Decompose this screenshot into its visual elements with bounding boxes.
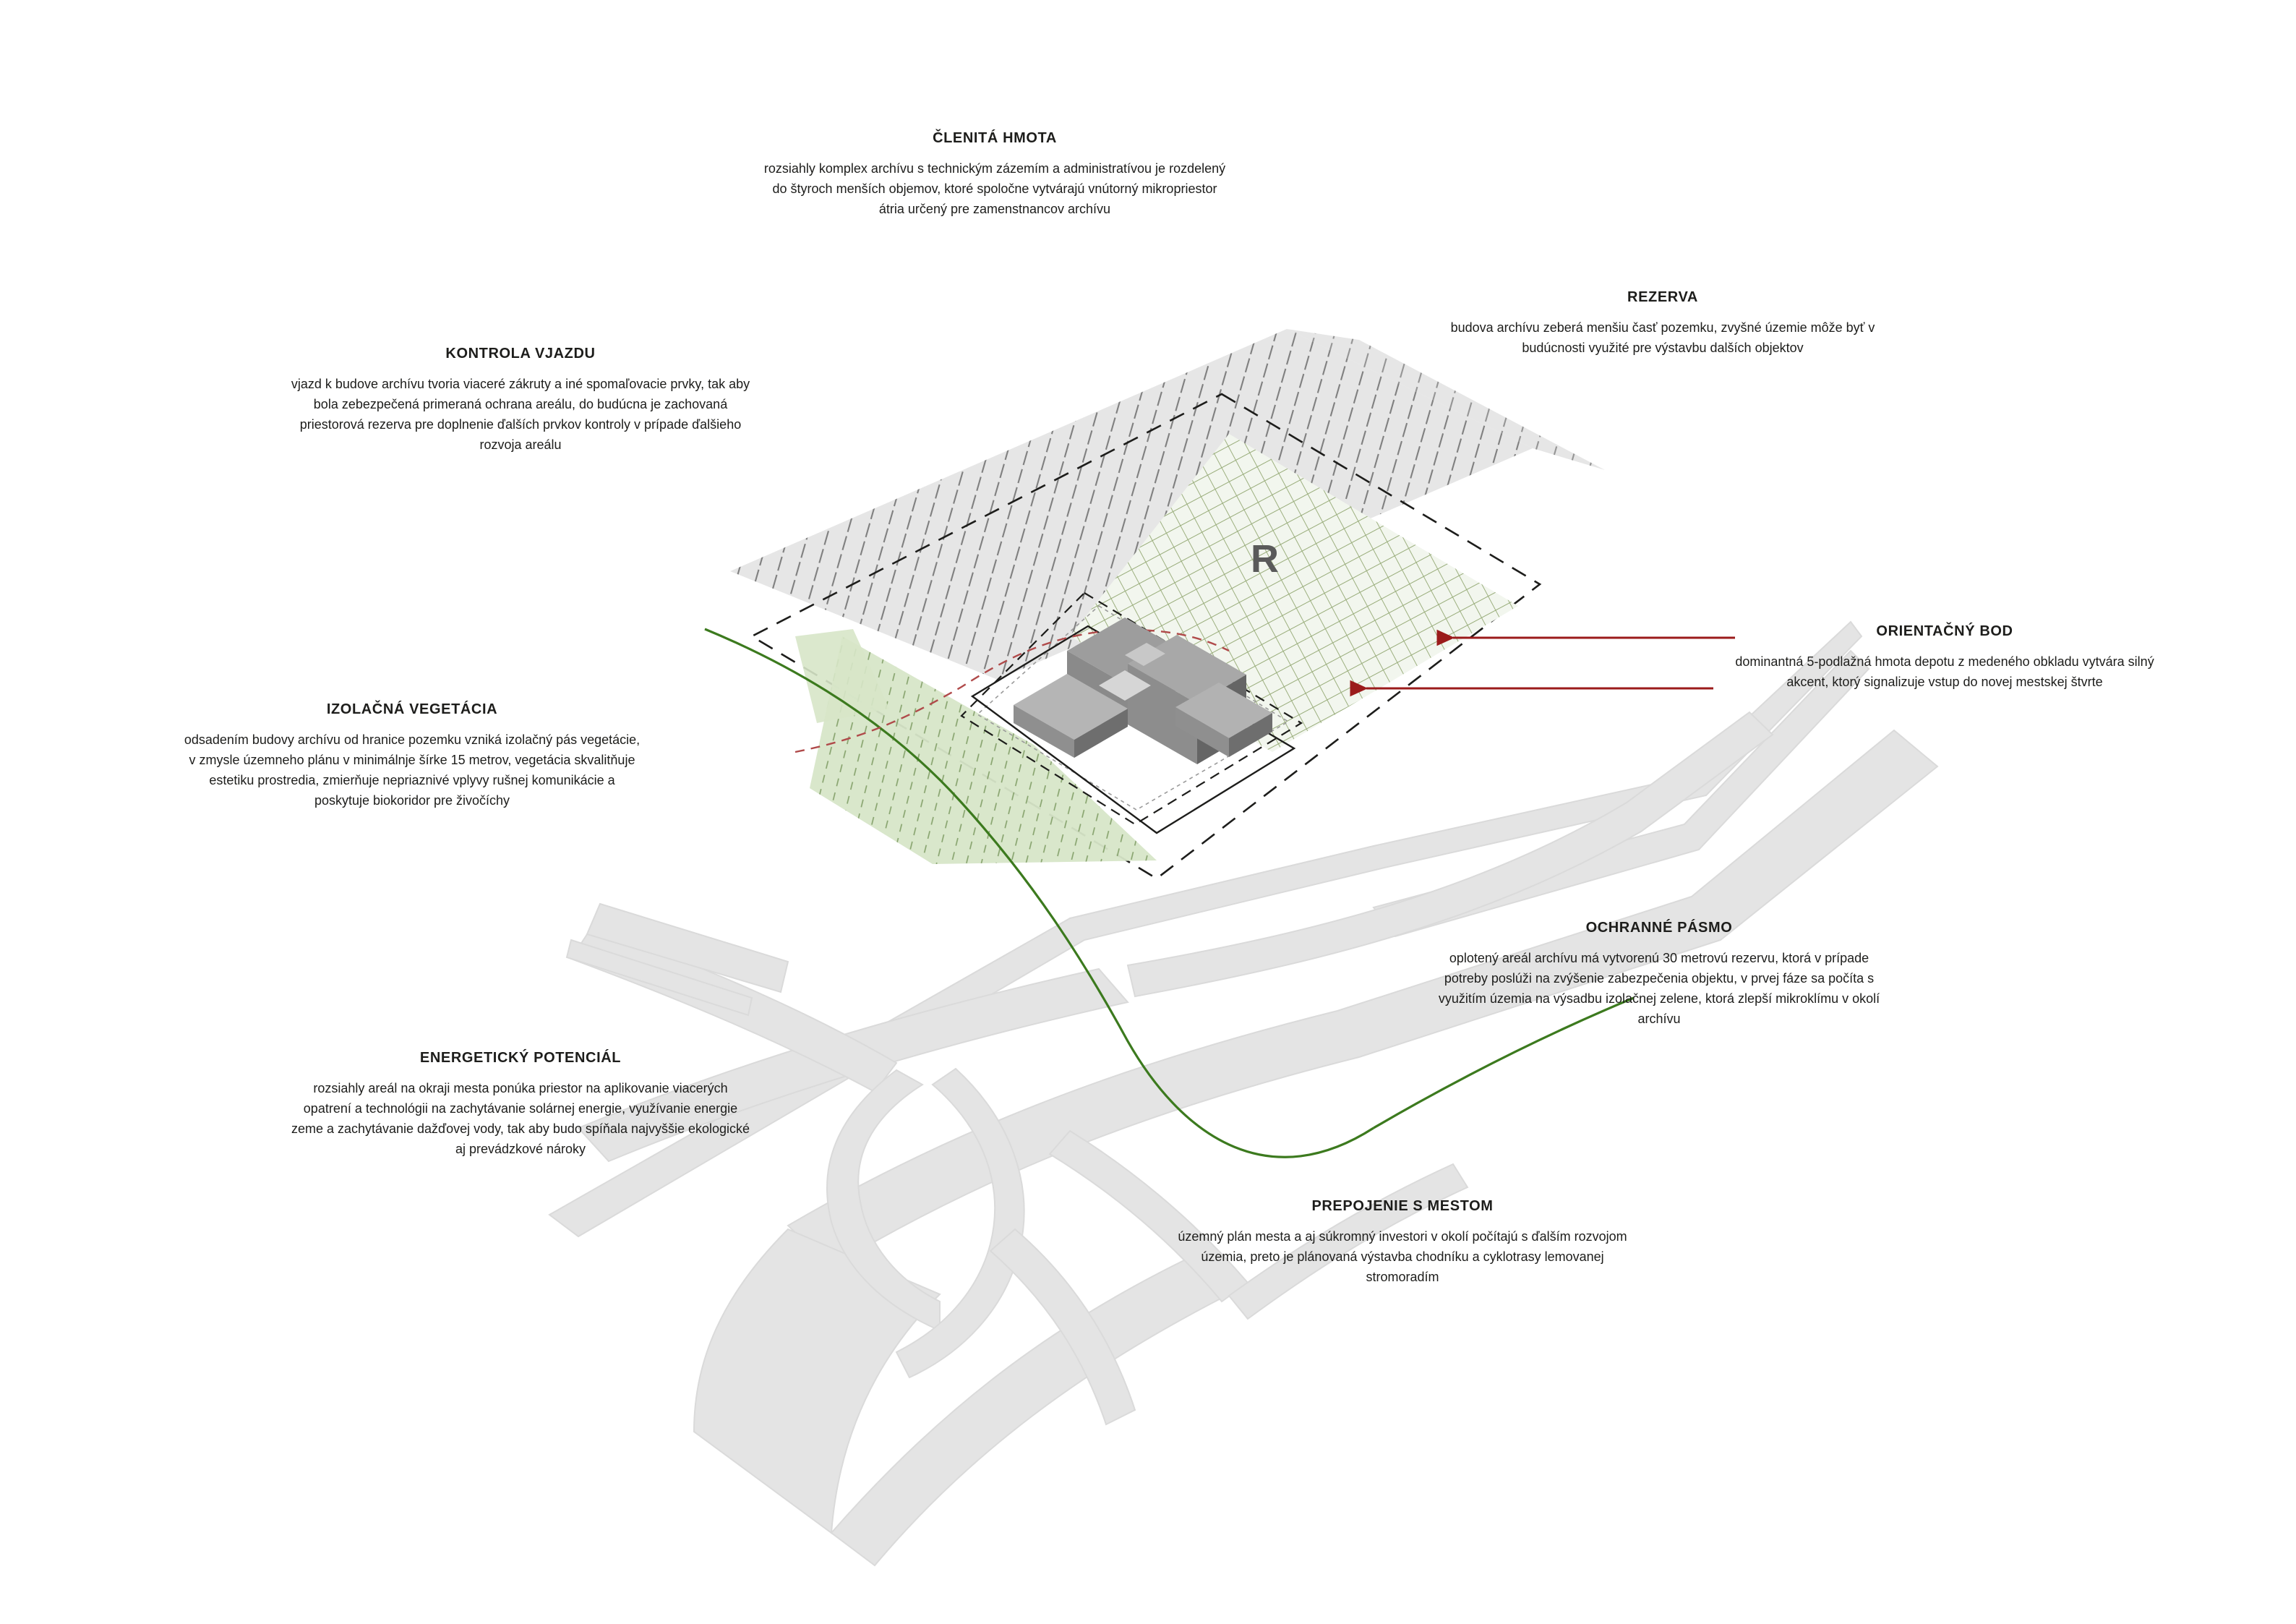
annotation-energeticky-potencial — [289, 1048, 752, 1160]
annotation-body: vjazd k budove archívu tvoria viaceré zákruty a iné spomaľovacie prvky, tak aby bola zebezpečená primeraná ochrana areálu, do budúcna je zachovaná priestorová rezerva pre doplnenie ďalších prvkov kontroly v prípade ďalšieho rozvoja areálu — [291, 377, 750, 452]
annotation-clenita-hmota — [763, 129, 1226, 220]
annotation-body: budova archívu zeberá menšiu časť pozemku, zvyšné územie môže byť v budúcnosti využité pre výstavbu dalších objektov — [1450, 320, 1875, 355]
annotation-body: rozsiahly komplex archívu s technickým zázemím a administratívou je rozdelený do štyroch menších objemov, ktoré spoločne vytvárajú vnútorný mikropriestor átria určený pre zamenstnancov archívu — [763, 161, 1226, 216]
annotation-title: REZERVA — [1627, 289, 1698, 305]
annotation-rezerva — [1439, 288, 1887, 359]
annotation-title: ENERGETICKÝ POTENCIÁL — [419, 1050, 622, 1066]
annotation-orientacny-bod — [1713, 622, 2176, 693]
annotation-izolacna-vegetacia — [181, 700, 643, 811]
annotation-title: OCHRANNÉ PÁSMO — [1585, 920, 1733, 936]
annotation-title: KONTROLA VJAZDU — [445, 346, 596, 362]
annotation-title: IZOLAČNÁ VEGETÁCIA — [326, 701, 498, 717]
annotation-body: oplotený areál archívu má vytvorenú 30 metrovú rezervu, ktorá v prípade potreby poslúži na zvýšenie zabezpečenia objektu, v prvej fáze sa počíta s využitím územia na výsadbu izolačnej zelene, ktorá zlepší mikroklímu v okolí archívu — [1438, 951, 1880, 1026]
reserve-label: R — [1251, 537, 1280, 581]
annotation-title: ORIENTAČNÝ BOD — [1876, 623, 2013, 639]
annotation-title: ČLENITÁ HMOTA — [933, 130, 1057, 146]
annotation-kontrola-vjazdu — [289, 344, 752, 456]
annotation-prepojenie-s-mestom — [1171, 1197, 1634, 1288]
annotation-ochranne-pasmo — [1428, 918, 1890, 1030]
annotation-body: dominantná 5-podlažná hmota depotu z medeného obkladu vytvára silný akcent, ktorý signalizuje vstup do novej mestskej štvrte — [1735, 654, 2154, 689]
road-network — [549, 622, 1937, 1565]
annotation-body: územný plán mesta a aj súkromný investori v okolí počítajú s ďalším rozvojom územia, preto je plánovaná výstavba chodníku a cyklotrasy lemovanej stromoradím — [1178, 1229, 1627, 1284]
annotation-title: PREPOJENIE S MESTOM — [1311, 1198, 1494, 1214]
annotation-body: rozsiahly areál na okraji mesta ponúka priestor na aplikovanie viacerých opatrení a technológii na zachytávanie solárnej energie, využívanie energie zeme a zachytávanie dažďovej vody, tak aby budo spíňala najvyššie ekologické aj prevádzkové nároky — [291, 1081, 750, 1156]
annotation-body: odsadením budovy archívu od hranice pozemku vzniká izolačný pás vegetácie, v zmysle územneho plánu v minimálnje šírke 15 metrov, vegetácia skvalitňuje estetiku prostredia, zmierňuje nepriaznivé vplyvy rušnej komunikácie a poskytuje biokoridor pre živočíchy — [184, 732, 641, 808]
